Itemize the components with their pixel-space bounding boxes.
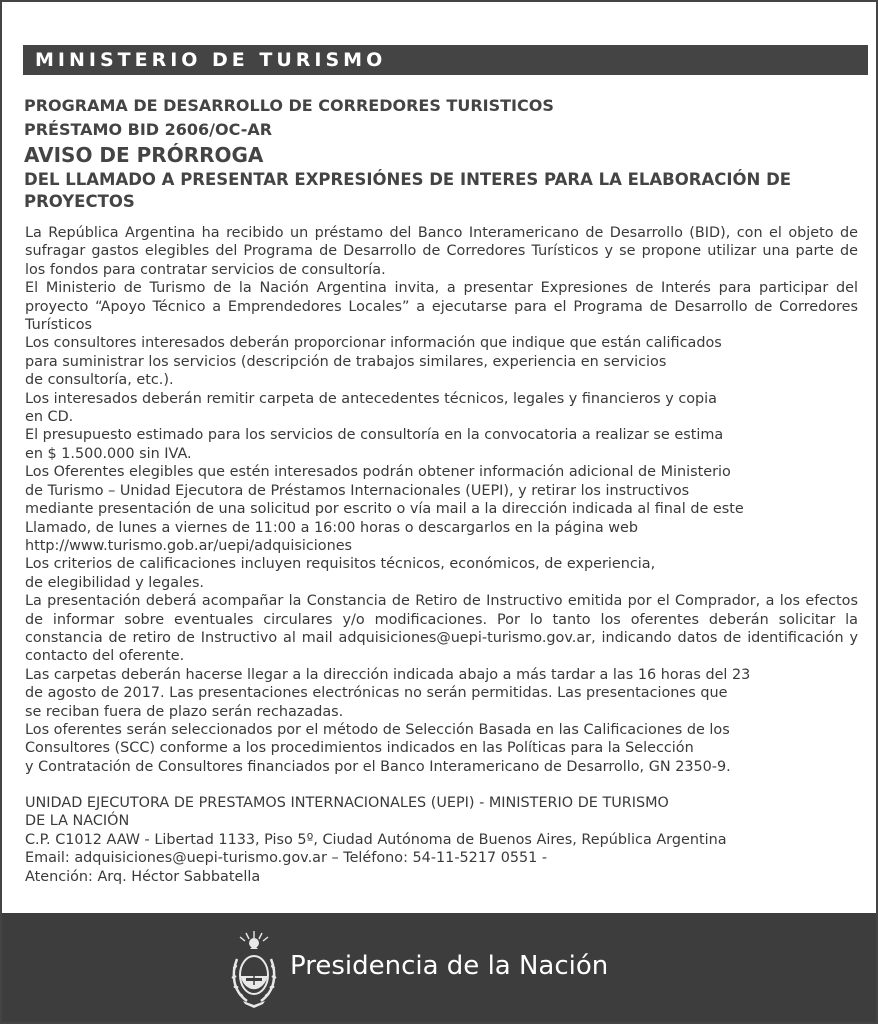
- unit-name-line2: DE LA NACIÓN: [25, 813, 130, 830]
- presidency-wordmark: Presidencia de la Nación: [290, 951, 609, 981]
- loan-title: PRÉSTAMO BID 2606/OC-AR: [24, 120, 273, 139]
- unit-name-line1: UNIDAD EJECUTORA DE PRESTAMOS INTERNACIONALES (UEPI) - MINISTERIO DE TURISMO: [25, 795, 669, 811]
- paragraph-deadline-line1: Las carpetas deberán hacerse llegar a la dirección indicada abajo a más tardar a las 16 horas del 23: [25, 666, 751, 683]
- notice-title: AVISO DE PRÓRROGA: [24, 143, 264, 167]
- paragraph-criteria-line1: Los criterios de calificaciones incluyen requisitos técnicos, económicos, de experiencia,: [25, 556, 656, 573]
- paragraph-criteria-line2: de elegibilidad y legales.: [25, 574, 205, 591]
- paragraph-budget-line1: El presupuesto estimado para los servicios de consultoría en la convocatoria a realizar se estima: [25, 427, 724, 444]
- paragraph-budget-line2: en $ 1.500.000 sin IVA.: [25, 445, 192, 462]
- paragraph-selection-line2: Consultores (SCC) conforme a los procedimientos indicados en las Políticas para la Selección: [25, 740, 694, 757]
- program-title: PROGRAMA DE DESARROLLO DE CORREDORES TURISTICOS: [24, 96, 554, 115]
- paragraph-deadline-line2: de agosto de 2017. Las presentaciones electrónicas no serán permitidas. Las presentaciones que: [25, 685, 728, 702]
- contact-address: C.P. C1012 AAW - Libertad 1133, Piso 5º, Ciudad Autónoma de Buenos Aires, República Argentina: [25, 831, 727, 848]
- presidency-footer-band: [2, 913, 876, 1022]
- ministry-header-bar: MINISTERIO DE TURISMO: [23, 45, 868, 75]
- paragraph-selection-line1: Los oferentes serán seleccionados por el método de Selección Basada en las Calificaciones de los: [25, 721, 730, 738]
- paragraph-qualifications-line1: Los consultores interesados deberán proporcionar información que indique que están calificados: [25, 335, 722, 352]
- paragraph-folder-line2: en CD.: [25, 409, 74, 426]
- paragraph-presentation: La presentación deberá acompañar la Constancia de Retiro de Instructivo emitida por el Comprador, a los efectos de informar sobre eventuales circulares y/o modificaciones. Por lo tanto los oferentes deberán solicitar la constancia de retiro de Instructivo al mail adquisiciones@uepi-turismo.gov.ar, indicando datos de identificación y contacto del oferente.: [25, 593, 858, 665]
- paragraph-info-line1: Los Oferentes elegibles que estén interesados podrán obtener información adicional de Ministerio: [25, 464, 731, 481]
- paragraph-invitation: El Ministerio de Turismo de la Nación Argentina invita, a presentar Expresiones de Interés para participar del proyecto “Apoyo Técnico a Emprendedores Locales” a ejecutarse para el Programa de Desarrollo de Corredores Turísticos: [25, 280, 858, 334]
- argentina-coat-of-arms-icon: [229, 929, 279, 1009]
- contact-attention: Atención: Arq. Héctor Sabbatella: [25, 868, 261, 885]
- paragraph-qualifications-line3: de consultoría, etc.).: [25, 372, 174, 389]
- paragraph-info-line4: Llamado, de lunes a viernes de 11:00 a 16:00 horas o descargarlos en la página web: [25, 519, 639, 536]
- paragraph-loan: La República Argentina ha recibido un préstamo del Banco Interamericano de Desarrollo (BID), con el objeto de sufragar gastos elegibles del Programa de Desarrollo de Corredores Turísticos y se propone utilizar una parte de los fondos para contratar servicios de consultoría.: [25, 225, 858, 278]
- paragraph-deadline-line3: se reciban fuera de plazo serán rechazadas.: [25, 703, 344, 720]
- paragraph-info-line3: mediante presentación de una solicitud por escrito o vía mail a la dirección indicada al final de este: [25, 501, 744, 518]
- paragraph-folder-line1: Los interesados deberán remitir carpeta de antecedentes técnicos, legales y financieros y copia: [25, 390, 717, 407]
- contact-block: [25, 794, 858, 886]
- paragraph-qualifications-line2: para suministrar los servicios (descripción de trabajos similares, experiencia en servicios: [25, 353, 667, 370]
- call-title: DEL LLAMADO A PRESENTAR EXPRESIÓNES DE INTERES PARA LA ELABORACIÓN DE PROYECTOS: [24, 170, 792, 211]
- acquisitions-url: http://www.turismo.gob.ar/uepi/adquisiciones: [25, 537, 353, 554]
- paragraph-info-line2: de Turismo – Unidad Ejecutora de Préstamos Internacionales (UEPI), y retirar los instructivos: [25, 482, 690, 499]
- notice-body: [25, 224, 858, 776]
- paragraph-selection-line3: y Contratación de Consultores financiados por el Banco Interamericano de Desarrollo, GN 2350-9.: [25, 758, 731, 775]
- contact-email-phone: Email: adquisiciones@uepi-turismo.gov.ar – Teléfono: 54-11-5217 0551 -: [25, 850, 548, 867]
